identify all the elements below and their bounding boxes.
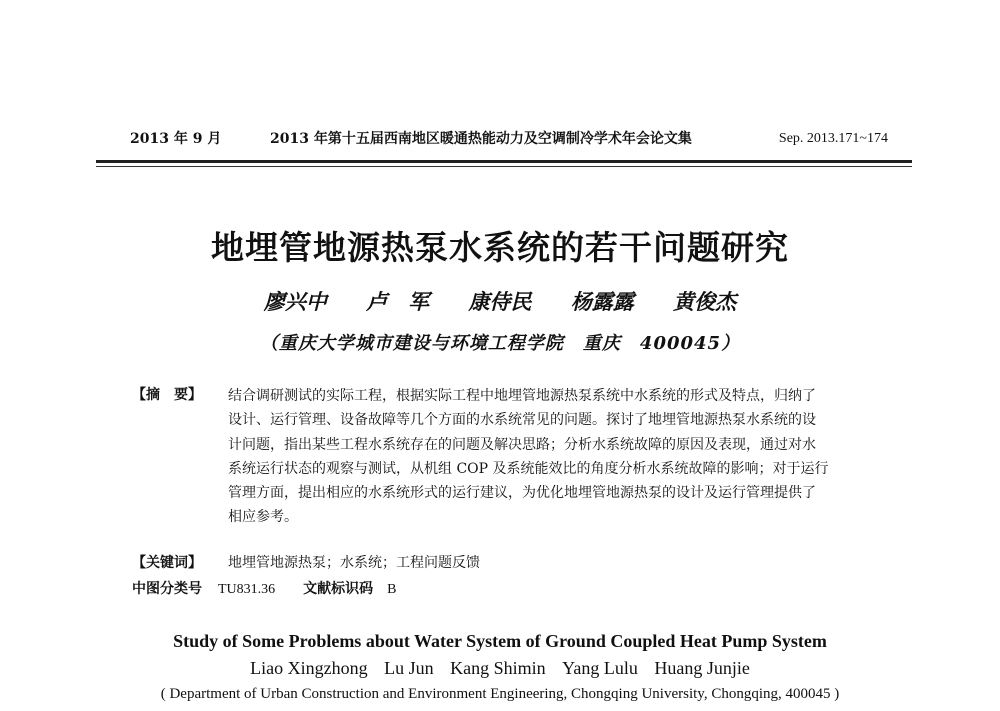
doc-code-value: B	[387, 582, 397, 597]
running-head-pages: Sep. 2013.171~174	[778, 131, 888, 146]
affiliation-en: ( Department of Urban Construction and Environment Engineering, Chongqing University, Chongqing, 400045 )	[160, 686, 840, 702]
author-en: Yang Lulu	[562, 658, 638, 678]
keywords-text: 地埋管地源热泵；水系统；工程问题反馈	[228, 555, 480, 571]
abstract-line: 相应参考。	[228, 509, 298, 526]
author-cn: 杨露露	[570, 289, 634, 314]
abstract-line: 系统运行状态的观察与测试，从机组 COP 及系统能效比的角度分析水系统故障的影响；对于运行	[228, 460, 829, 477]
author-list-en	[0, 658, 1000, 679]
running-head-date: 2013 年 9 月	[130, 131, 222, 147]
author-cn: 康侍民	[468, 289, 532, 314]
author-list-cn	[0, 286, 1000, 316]
abstract-label: 【摘 要】	[132, 387, 202, 403]
affiliation-cn: （重庆大学城市建设与环境工程学院 重庆 400045）	[259, 333, 741, 354]
classification-row	[132, 578, 397, 598]
abstract-line: 计问题，指出某些工程水系统存在的问题及解决思路；分析水系统故障的原因及表现，通过对水	[228, 436, 816, 453]
paper-title-en: Study of Some Problems about Water System of Ground Coupled Heat Pump System	[173, 631, 827, 651]
clc-value: TU831.36	[218, 582, 276, 597]
author-cn: 黄俊杰	[673, 289, 737, 314]
header-rule-thick	[96, 160, 912, 163]
abstract-body	[228, 384, 878, 530]
header-rule-thin	[96, 166, 912, 167]
author-en: Huang Junjie	[654, 658, 750, 678]
author-cn: 卢 军	[366, 289, 430, 314]
keywords-label: 【关键词】	[132, 555, 202, 571]
keywords-row	[132, 552, 480, 572]
author-en: Lu Jun	[384, 658, 434, 678]
abstract-line: 结合调研测试的实际工程，根据实际工程中地埋管地源热泵系统中水系统的形式及特点，归纳了	[228, 388, 816, 404]
abstract-line: 管理方面，提出相应的水系统形式的运行建议，为优化地埋管地源热泵的设计及运行管理提供了	[228, 485, 816, 502]
author-cn: 廖兴中	[263, 289, 327, 314]
clc-label: 中图分类号	[132, 581, 202, 597]
author-en: Kang Shimin	[450, 658, 546, 678]
abstract-line: 设计、运行管理、设备故障等几个方面的水系统常见的问题。探讨了地埋管地源热泵水系统的设	[228, 412, 816, 429]
author-en: Liao Xingzhong	[250, 658, 368, 678]
running-head-proceedings: 2013 年第十五届西南地区暖通热能动力及空调制冷学术年会论文集	[270, 131, 692, 147]
doc-code-label: 文献标识码	[303, 581, 374, 597]
paper-title-cn: 地埋管地源热泵水系统的若干问题研究	[211, 228, 789, 267]
